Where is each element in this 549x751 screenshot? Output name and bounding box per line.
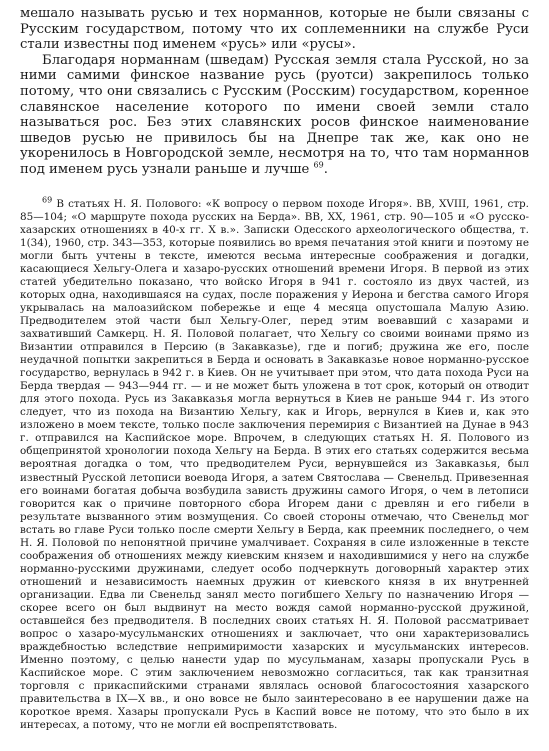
footnotes bbox=[20, 195, 529, 733]
footnote-marker: 69 bbox=[42, 195, 53, 205]
main-text bbox=[20, 6, 529, 178]
paragraph-end: . bbox=[323, 161, 328, 177]
footnote-text: В статьях Н. Я. Полового: «К вопросу о первом походе Игоря». ВВ, XVIII, 1961, стр. 85—104; «О маршруте похода русских на Берда». ВВ, XX, 1961, стр. 90—105 и «О русско-хазарских отношениях в 40-х гг. X в.». Записки Одесского археологического общества, т. 1(34), 1960, стр. 343—353, которые появились во время печатания этой книги и поэтому не могли быть учтены в тексте, имеются весьма интересные соображения и догадки, касающиеся Хельгу-Олега и хазаро-русских отношений времени Игоря. В первой из этих статей убедительно показано, что войско Игоря в 941 г. состояло из двух частей, из которых одна, находившаяся на судах, после поражения у Иерона и бегства самого Игоря укрывалась на малоазийском побережье и еще 4 месяца опустошала Малую Азию. Предводителем этой части был Хельгу-Олег, перед этим воевавший с хазарами и захвативший Самкерц. Н. Я. Половой полагает, что Хельгу со своими воинами прямо из Византии отправился в Персию (в Закавказье), где и погиб; дружина же его, после неудачной попытки закрепиться в Берда и основать в Закавказье новое норманно-русское государство, вернулась в 942 г. в Киев. Он не учитывает при этом, что дата похода Руси на Берда твердая — 943—944 гг. — и не может быть уложена в тот срок, который он отводит для этого похода. Русь из Закавказья могла вернуться в Киев не раньше 944 г. Из этого следует, что из похода на Византию Хельгу, как и Игорь, вернулся в Киев и, как это изложено в моем тексте, только после заключения перемирия с Византией на Дунае в 943 г. отправился на Каспийское море. Впрочем, в следующих статьях Н. Я. Полового из общепринятой хронологии похода Хельгу на Берда. В этих его статьях содержится весьма вероятная догадка о том, что предводителем Руси, вернувшейся из Закавказья, был известный Русской летописи воевода Игоря, а затем Святослава — Свенельд. Привезенная его воинами богатая добыча возбудила зависть дружины самого Игоря, о чем в летописи говорится как о причине повторного сбора Игорем дани с древлян и его гибели в результате вызванного этим возмущения. Со своей стороны отмечаю, что Свенельд мог встать во главе Руси только после смерти Хельгу в Берда, как преемник последнего, о чем Н. Я. Половой по непонятной причине умалчивает. Сохраняя в силе изложенные в тексте соображения об отношениях между киевским князем и находившимися у него на службе норманно-русскими дружинами, следует особо подчеркнуть договорный характер этих отношений и независимость наемных дружин от киевского князя в их внутренней организации. Едва ли Свенельд занял место погибшего Хельгу по назначению Игоря — скорее всего он был выдвинут на место вождя самой норманно-русской дружиной, оставшейся без предводителя. В последних своих статьях Н. Я. Половой рассматривает вопрос о хазаро-мусульманских отношениях и заключает, что они характеризовались враждебностью вследствие непримиримости хазарских и мусульманских интересов. Именно поэтому, с целью нанести удар по мусульманам, хазары пропускали Русь в Каспийское море. С этим заключением невозможно согласиться, так как транзитная торговля с прикаспийскими странами являлась основой благосостояния хазарского правительства в IX—X вв., и оно вовсе не было заинтересовано в ее нарушении даже на короткое время. Хазары пропускали Русь в Каспий вовсе не потому, что это было в их интересах, а потому, что не могли ей воспрепятствовать. bbox=[20, 197, 529, 732]
paragraph: мешало называть русью и тех норманнов, которые не были связаны с Русским государством, потому что их соплеменники на службе Руси стали известны под именем «русь» или «русы». bbox=[20, 6, 529, 53]
paragraph bbox=[20, 53, 529, 178]
book-page bbox=[20, 6, 529, 732]
footnote bbox=[20, 195, 529, 733]
paragraph-text: Благодаря норманнам (шведам) Русская земля стала Русской, но за ними самими финское название русь (руотси) закрепилось только потому, что они связались с Русским (Росским) государством, коренное славянское население которого по имени своей земли стало называться рос. Без этих славянских росов финское наименование шведов русью не привилось бы на Днепре так же, как оно не укоренилось в Новгородской земле, несмотря на то, что там норманнов под именем русь узнали раньше и лучше bbox=[20, 52, 529, 177]
footnote-reference[interactable]: 69 bbox=[313, 160, 324, 170]
